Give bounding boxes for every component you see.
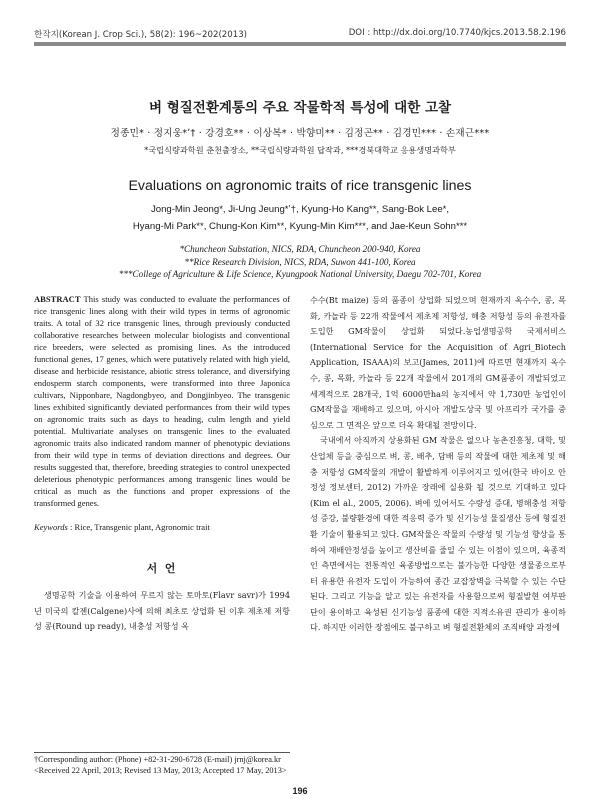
intro-paragraph: 생명공학 기술을 이용하여 무르지 않는 토마토(Flavr savr)가 1994년 미국의 칼젠(Calgene)사에 의해 최초로 상업화 된 이후 제초제 저항성 콩(Round up ready), 내충성 저항성 옥 — [34, 590, 290, 632]
right-column — [310, 293, 566, 636]
footnote — [34, 754, 566, 776]
keywords-label: Keywords — [34, 522, 68, 532]
corresponding-author-note: †Corresponding author: (Phone) +82-31-290-6728 (E-mail) jrnj@korea.kr — [34, 755, 281, 764]
authors-english-line: Hyang-Mi Park**, Chung-Kon Kim**, Kyung-Min Kim***, and Jae-Keun Sohn*** — [132, 221, 468, 232]
affiliation-line: **Rice Research Division, NICS, RDA, Suwon 441-100, Korea — [184, 256, 416, 267]
keywords — [34, 521, 290, 533]
title-english: Evaluations on agronomic traits of rice transgenic lines — [128, 178, 472, 194]
header-rule — [34, 42, 566, 46]
section-heading-introduction: 서 언 — [146, 562, 178, 575]
intro-paragraph: 국내에서 아직까지 상용화된 GM 작물은 없으나 농촌진흥청, 대학, 및 산업체 등을 중심으로 벼, 콩, 배추, 담배 등의 작물에 대한 제초제 및 해충 저항성 GM작물의 개발이 활발하게 이루어지고 있어(한국 바이오 안정성 정보센터, 2012) 가까운 장래에 실용화 될 것으로 기대하고 있다(Kim el al., 2005, 2006). 벼에 있어서도 수량성 증대, 병해충성 저항성 증강, 불량환경에 대한 적응력 증가 및 신기능성 물질생산 등에 형질전환 기술이 활용되고 있다. GM작물은 작물의 수량성 및 기능성 향상을 통하여 재배안정성을 높이고 생산비를 줄일 수 있는 이점이 있으며, 육종적인 측면에서는 전통적인 육종방법으로는 불가능한 다양한 생물종으로부터 유용한 유전자 도입이 가능하여 종간 교잡장벽을 극복할 수 있는 수단된다. 그리고 기능을 알고 있는 유전자를 사용함으로써 형질발현 여부판단이 용이하고 육성된 신기능성 품종에 대한 지적소유권 관리가 용이하다. 하지만 이러한 장점에도 불구하고 벼 형질전환체의 조직배양 과정에 — [310, 435, 566, 633]
abstract-label: ABSTRACT — [34, 294, 81, 304]
authors-korean: 정종민* · 정지웅*ʼ† · 강경호** · 이상복* · 박향미** · 김정곤** · 김경민*** · 손재근*** — [110, 128, 490, 139]
doi-link[interactable]: DOI : http://dx.doi.org/10.7740/kjcs.2013.58.2.196 — [348, 28, 566, 38]
left-column — [34, 293, 290, 635]
affiliation-line: *Chuncheon Substation, NICS, RDA, Chuncheon 200-940, Korea — [179, 244, 421, 254]
abstract-text: This study was conducted to evaluate the performances of rice transgenic lines along with their wild types in terms of agronomic traits. A total of 32 rice transgenic lines, through previously conducted collaborative researches between molecular biologists and conventional rice breeders, were selected as promising lines. As the introduced functional genes, 17 genes, which were putatively related with high yield, disease and herbicide resistance, abiotic stress tolerance, and diversifying endosperm starch components, were transformed into three Japonica cultivars, Nipponbare, Nagdongbyeo, and Dongjinbyeo. The transgenic lines exhibited significantly deviated performances from their wild types on agronomic traits such as days to heading, culm length and yield potential. Multivariate analyses on transgenic lines to the evaluated agronomic traits also indicated random manner of phenotypic deviations from their wild type in terms of deviation directions and degrees. Our results suggested that, therefore, breeding strategies to control unexpected deleterious phenotypic performances among transgenic lines would be critical as much as the functions and proper expressions of the transformed genes. — [34, 294, 290, 508]
footnote-rule — [34, 752, 290, 753]
abstract — [34, 293, 290, 509]
keywords-text: : Rice, Transgenic plant, Agronomic trait — [67, 522, 210, 532]
page-number: 196 — [292, 786, 308, 796]
title-korean: 벼 형질전환계통의 주요 작물학적 특성에 대한 고찰 — [148, 100, 452, 116]
journal-citation: 한작지(Korean J. Crop Sci.), 58(2): 196~202(2013) — [34, 30, 248, 40]
affiliations-korean: *국립식량과학원 춘천출장소, **국립식량과학원 답작과, ***경북대학교 응용생명과학부 — [144, 145, 456, 155]
received-dates-note: <Received 22 April, 2013; Revised 13 May, 2013; Accepted 17 May, 2013> — [34, 766, 287, 775]
authors-english-line: Jong-Min Jeong*, Ji-Ung Jeung*ʼ†, Kyung-Ho Kang**, Sang-Bok Lee*, — [150, 204, 450, 215]
intro-paragraph-continued: 수수(Bt maize) 등의 품종이 상업화 되었으며 현재까지 옥수수, 콩, 목화, 카놀라 등 22개 작물에서 제초제 저항성, 해충 저항성 등의 유전자를 도입한 GM작물이 상업화 되었다.농업생명공학 국제서비스(International Service for the Acquisition of Agri_Biotech Application, ISAAA)의 보고(James, 2011)에 따르면 현재까지 옥수수, 콩, 목화, 카놀라 등 22개 작물에서 201개의 GM품종이 개발되었고 세계적으로 28개국, 1억 6000만ha의 농지에서 약 1,730만 농업인이 GM작물을 재배하고 있으며, 아시아 개발도상국 및 아프리카 국가를 중심으로 그 면적은 앞으로 더욱 확대될 전망이다. — [310, 295, 566, 430]
affiliations-english — [0, 243, 600, 281]
affiliation-line: ***College of Agriculture & Life Science, Kyungpook National University, Daegu 702-701, Korea — [118, 269, 482, 280]
authors-english — [0, 201, 600, 235]
running-head — [34, 28, 566, 50]
